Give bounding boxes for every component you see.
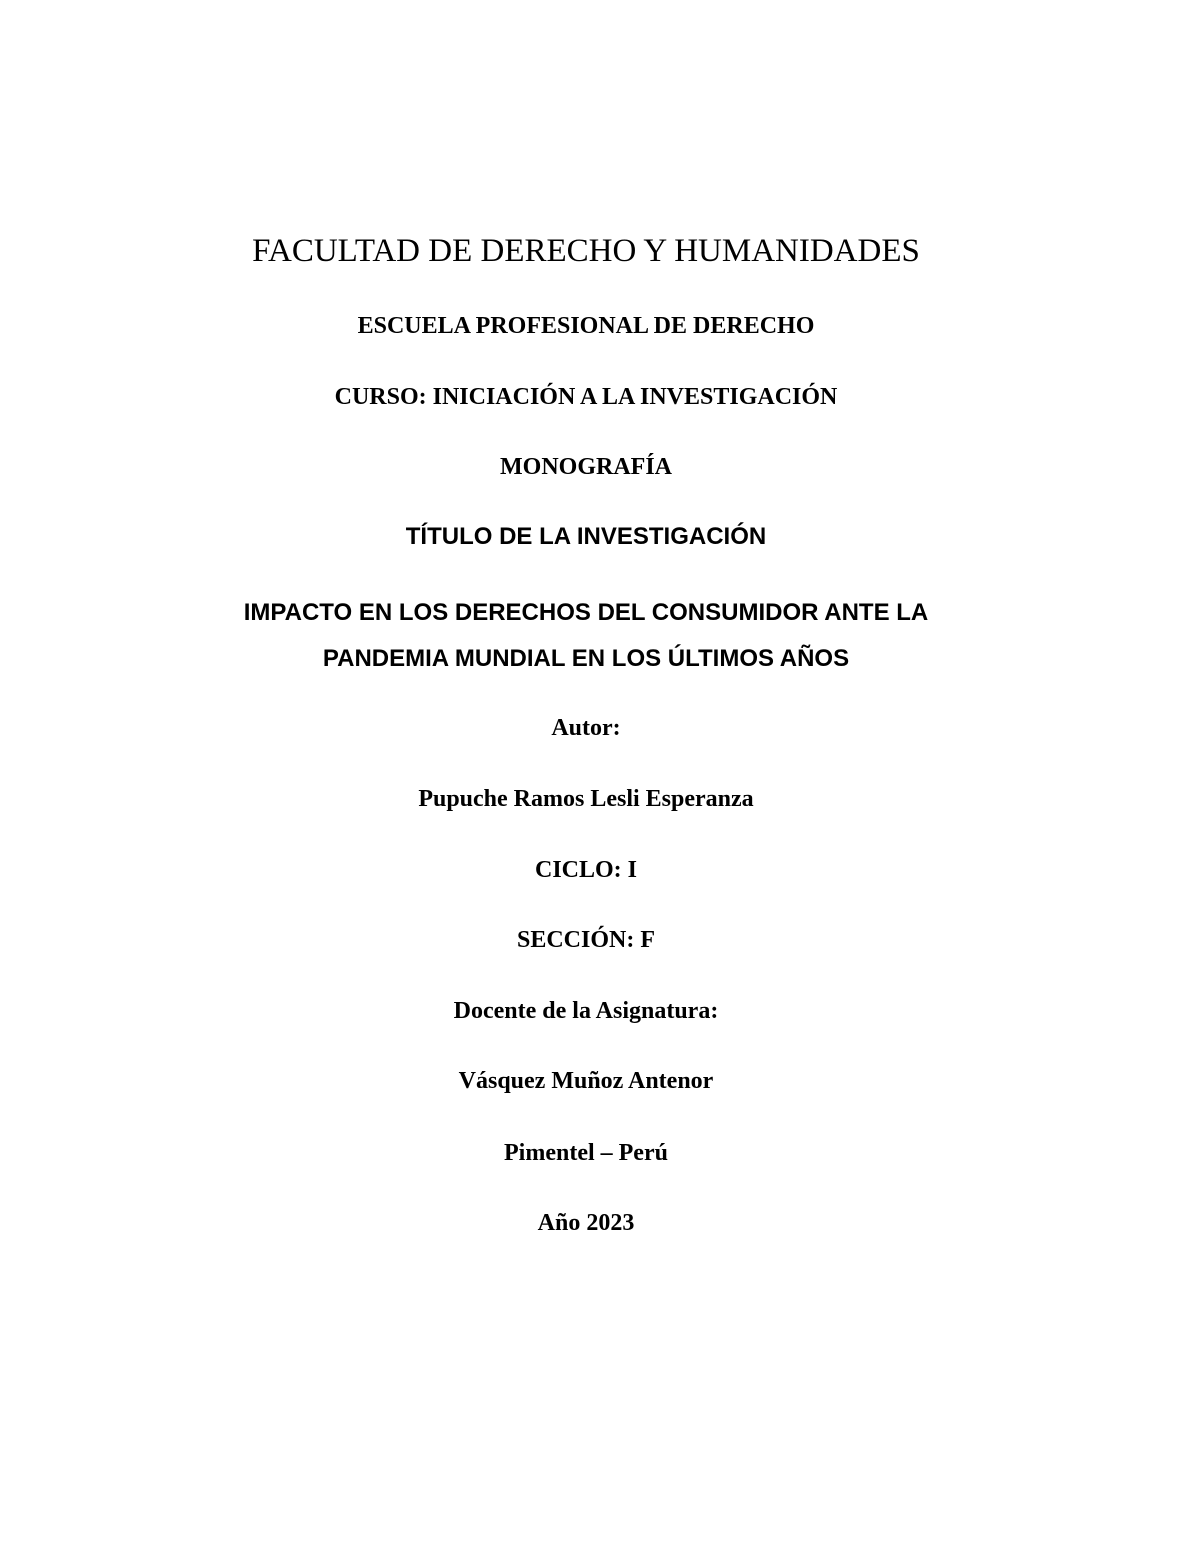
author-name: Pupuche Ramos Lesli Esperanza [418, 786, 754, 812]
research-title [0, 590, 1172, 682]
author-label: Autor: [551, 715, 621, 741]
research-title-line-2: PANDEMIA MUNDIAL EN LOS ÚLTIMOS AÑOS [322, 645, 850, 672]
course-name: CURSO: INICIACIÓN A LA INVESTIGACIÓN [334, 384, 838, 410]
research-title-line-1: IMPACTO EN LOS DERECHOS DEL CONSUMIDOR ANTE LA [243, 599, 929, 626]
teacher-name: Vásquez Muñoz Antenor [458, 1068, 714, 1094]
school-name: ESCUELA PROFESIONAL DE DERECHO [357, 313, 815, 339]
year: Año 2023 [537, 1210, 635, 1236]
document-type: MONOGRAFÍA [500, 454, 672, 480]
location: Pimentel – Perú [504, 1140, 668, 1166]
faculty-name: FACULTAD DE DERECHO Y HUMANIDADES [252, 233, 920, 269]
cycle: CICLO: I [534, 857, 637, 883]
teacher-label: Docente de la Asignatura: [453, 998, 719, 1024]
section: SECCIÓN: F [516, 927, 655, 953]
title-heading: TÍTULO DE LA INVESTIGACIÓN [405, 523, 767, 550]
